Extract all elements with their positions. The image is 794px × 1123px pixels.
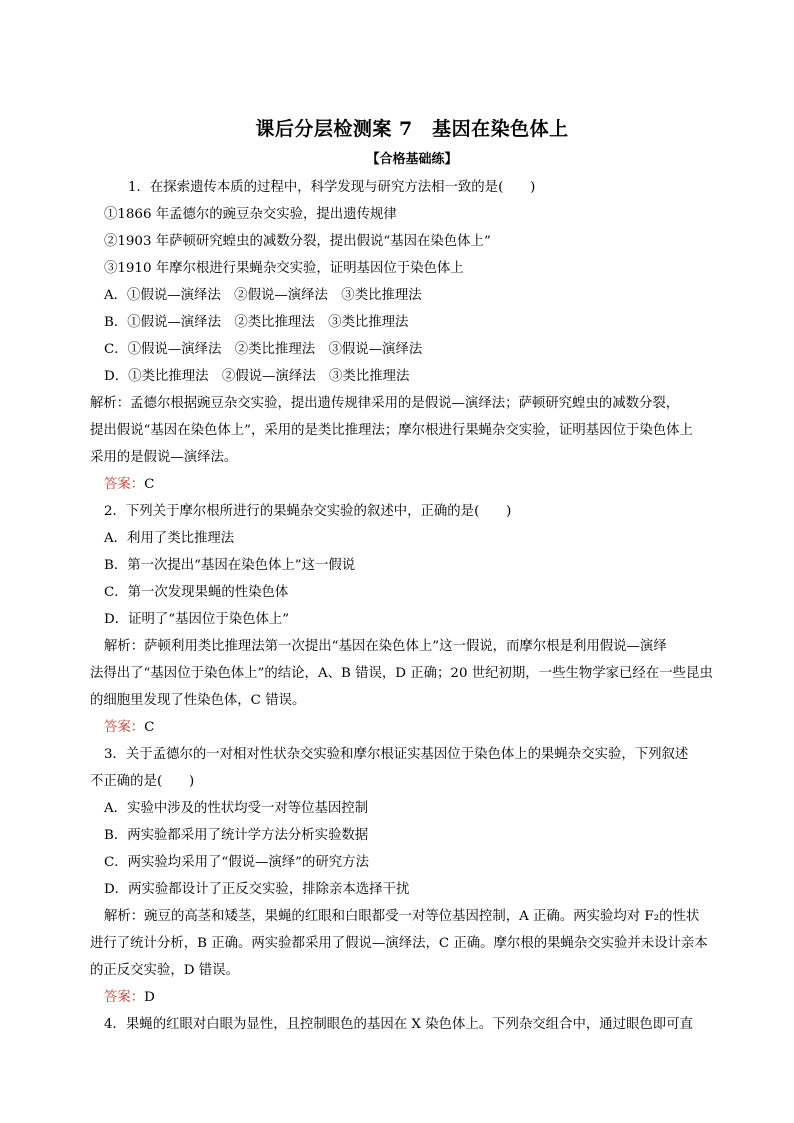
q2-analysis-line-2: 法得出了“基因位于染色体上”的结论，A、B 错误，D 正确；20 世纪初期，一些生物学家已经在一些昆虫 — [90, 666, 713, 681]
q3-stem-line-1: 3．关于孟德尔的一对相对性状杂交实验和摩尔根证实基因位于染色体上的果蝇杂交实验，下列叙述 — [104, 747, 689, 762]
answer-value: C — [144, 720, 155, 735]
q3-option-c: C．两实验均采用了“假说—演绎”的研究方法 — [104, 855, 369, 870]
q2-answer — [104, 714, 154, 741]
q1-option-c: C．①假说—演绎法 ②类比推理法 ③假说—演绎法 — [104, 342, 423, 357]
q3-answer — [104, 984, 155, 1011]
q1-option-d: D．①类比推理法 ②假说—演绎法 ③类比推理法 — [104, 369, 410, 384]
q3-analysis-line-3: 的正反交实验，D 错误。 — [90, 963, 239, 978]
answer-value: C — [144, 477, 155, 492]
q1-item-2: ②1903 年萨顿研究蝗虫的减数分裂，提出假说“基因在染色体上” — [104, 234, 491, 249]
q2-stem: 2．下列关于摩尔根所进行的果蝇杂交实验的叙述中，正确的是( ) — [104, 504, 512, 519]
q1-analysis-line-3: 采用的是假说—演绎法。 — [90, 450, 238, 465]
q2-analysis-line-1: 解析：萨顿利用类比推理法第一次提出“基因在染色体上”这一假说，而摩尔根是利用假说—演绎 — [104, 639, 667, 654]
q3-option-d: D．两实验都设计了正反交实验，排除亲本选择干扰 — [104, 882, 410, 897]
answer-label: 答案： — [104, 990, 145, 1005]
q1-option-b: B．①假说—演绎法 ②类比推理法 ③类比推理法 — [104, 315, 409, 330]
q2-option-c: C．第一次发现果蝇的性染色体 — [104, 585, 289, 600]
q1-analysis-line-2: 提出假说“基因在染色体上”，采用的是类比推理法；摩尔根进行果蝇杂交实验，证明基因位于染色体上 — [90, 423, 693, 438]
q3-option-a: A．实验中涉及的性状均受一对等位基因控制 — [104, 801, 369, 816]
q2-analysis-line-3: 的细胞里发现了性染色体，C 错误。 — [90, 693, 306, 708]
q4-stem: 4．果蝇的红眼对白眼为显性，且控制眼色的基因在 X 染色体上。下列杂交组合中，通过眼色即可直 — [104, 1017, 693, 1032]
q3-analysis-line-2: 进行了统计分析，B 正确。两实验都采用了假说—演绎法，C 正确。摩尔根的果蝇杂交实验并未设计亲本 — [90, 936, 708, 951]
answer-value: D — [144, 990, 155, 1005]
page-title: 课后分层检测案 7 基因在染色体上 — [255, 118, 569, 140]
section-heading: 【合格基础练】 — [366, 152, 458, 167]
q2-option-b: B．第一次提出“基因在染色体上”这一假说 — [104, 558, 356, 573]
q1-option-a: A．①假说—演绎法 ②假说—演绎法 ③类比推理法 — [104, 288, 422, 303]
q2-option-d: D．证明了“基因位于染色体上” — [104, 612, 290, 627]
q3-analysis-line-1: 解析：豌豆的高茎和矮茎，果蝇的红眼和白眼都受一对等位基因控制，A 正确。两实验均对 F₂的性状 — [104, 909, 700, 924]
answer-label: 答案： — [104, 477, 145, 492]
q1-answer — [104, 471, 154, 498]
q1-analysis-line-1: 解析：孟德尔根据豌豆杂交实验，提出遗传规律采用的是假说—演绎法；萨顿研究蝗虫的减数分裂， — [90, 396, 680, 411]
q2-option-a: A．利用了类比推理法 — [104, 531, 235, 546]
answer-label: 答案： — [104, 720, 145, 735]
q1-item-1: ①1866 年孟德尔的豌豆杂交实验，提出遗传规律 — [104, 207, 397, 222]
q1-stem: 1．在探索遗传本质的过程中，科学发现与研究方法相一致的是( ) — [128, 180, 536, 195]
q3-option-b: B．两实验都采用了统计学方法分析实验数据 — [104, 828, 369, 843]
q3-stem-line-2: 不正确的是( ) — [90, 774, 195, 789]
q1-item-3: ③1910 年摩尔根进行果蝇杂交实验，证明基因位于染色体上 — [104, 261, 464, 276]
